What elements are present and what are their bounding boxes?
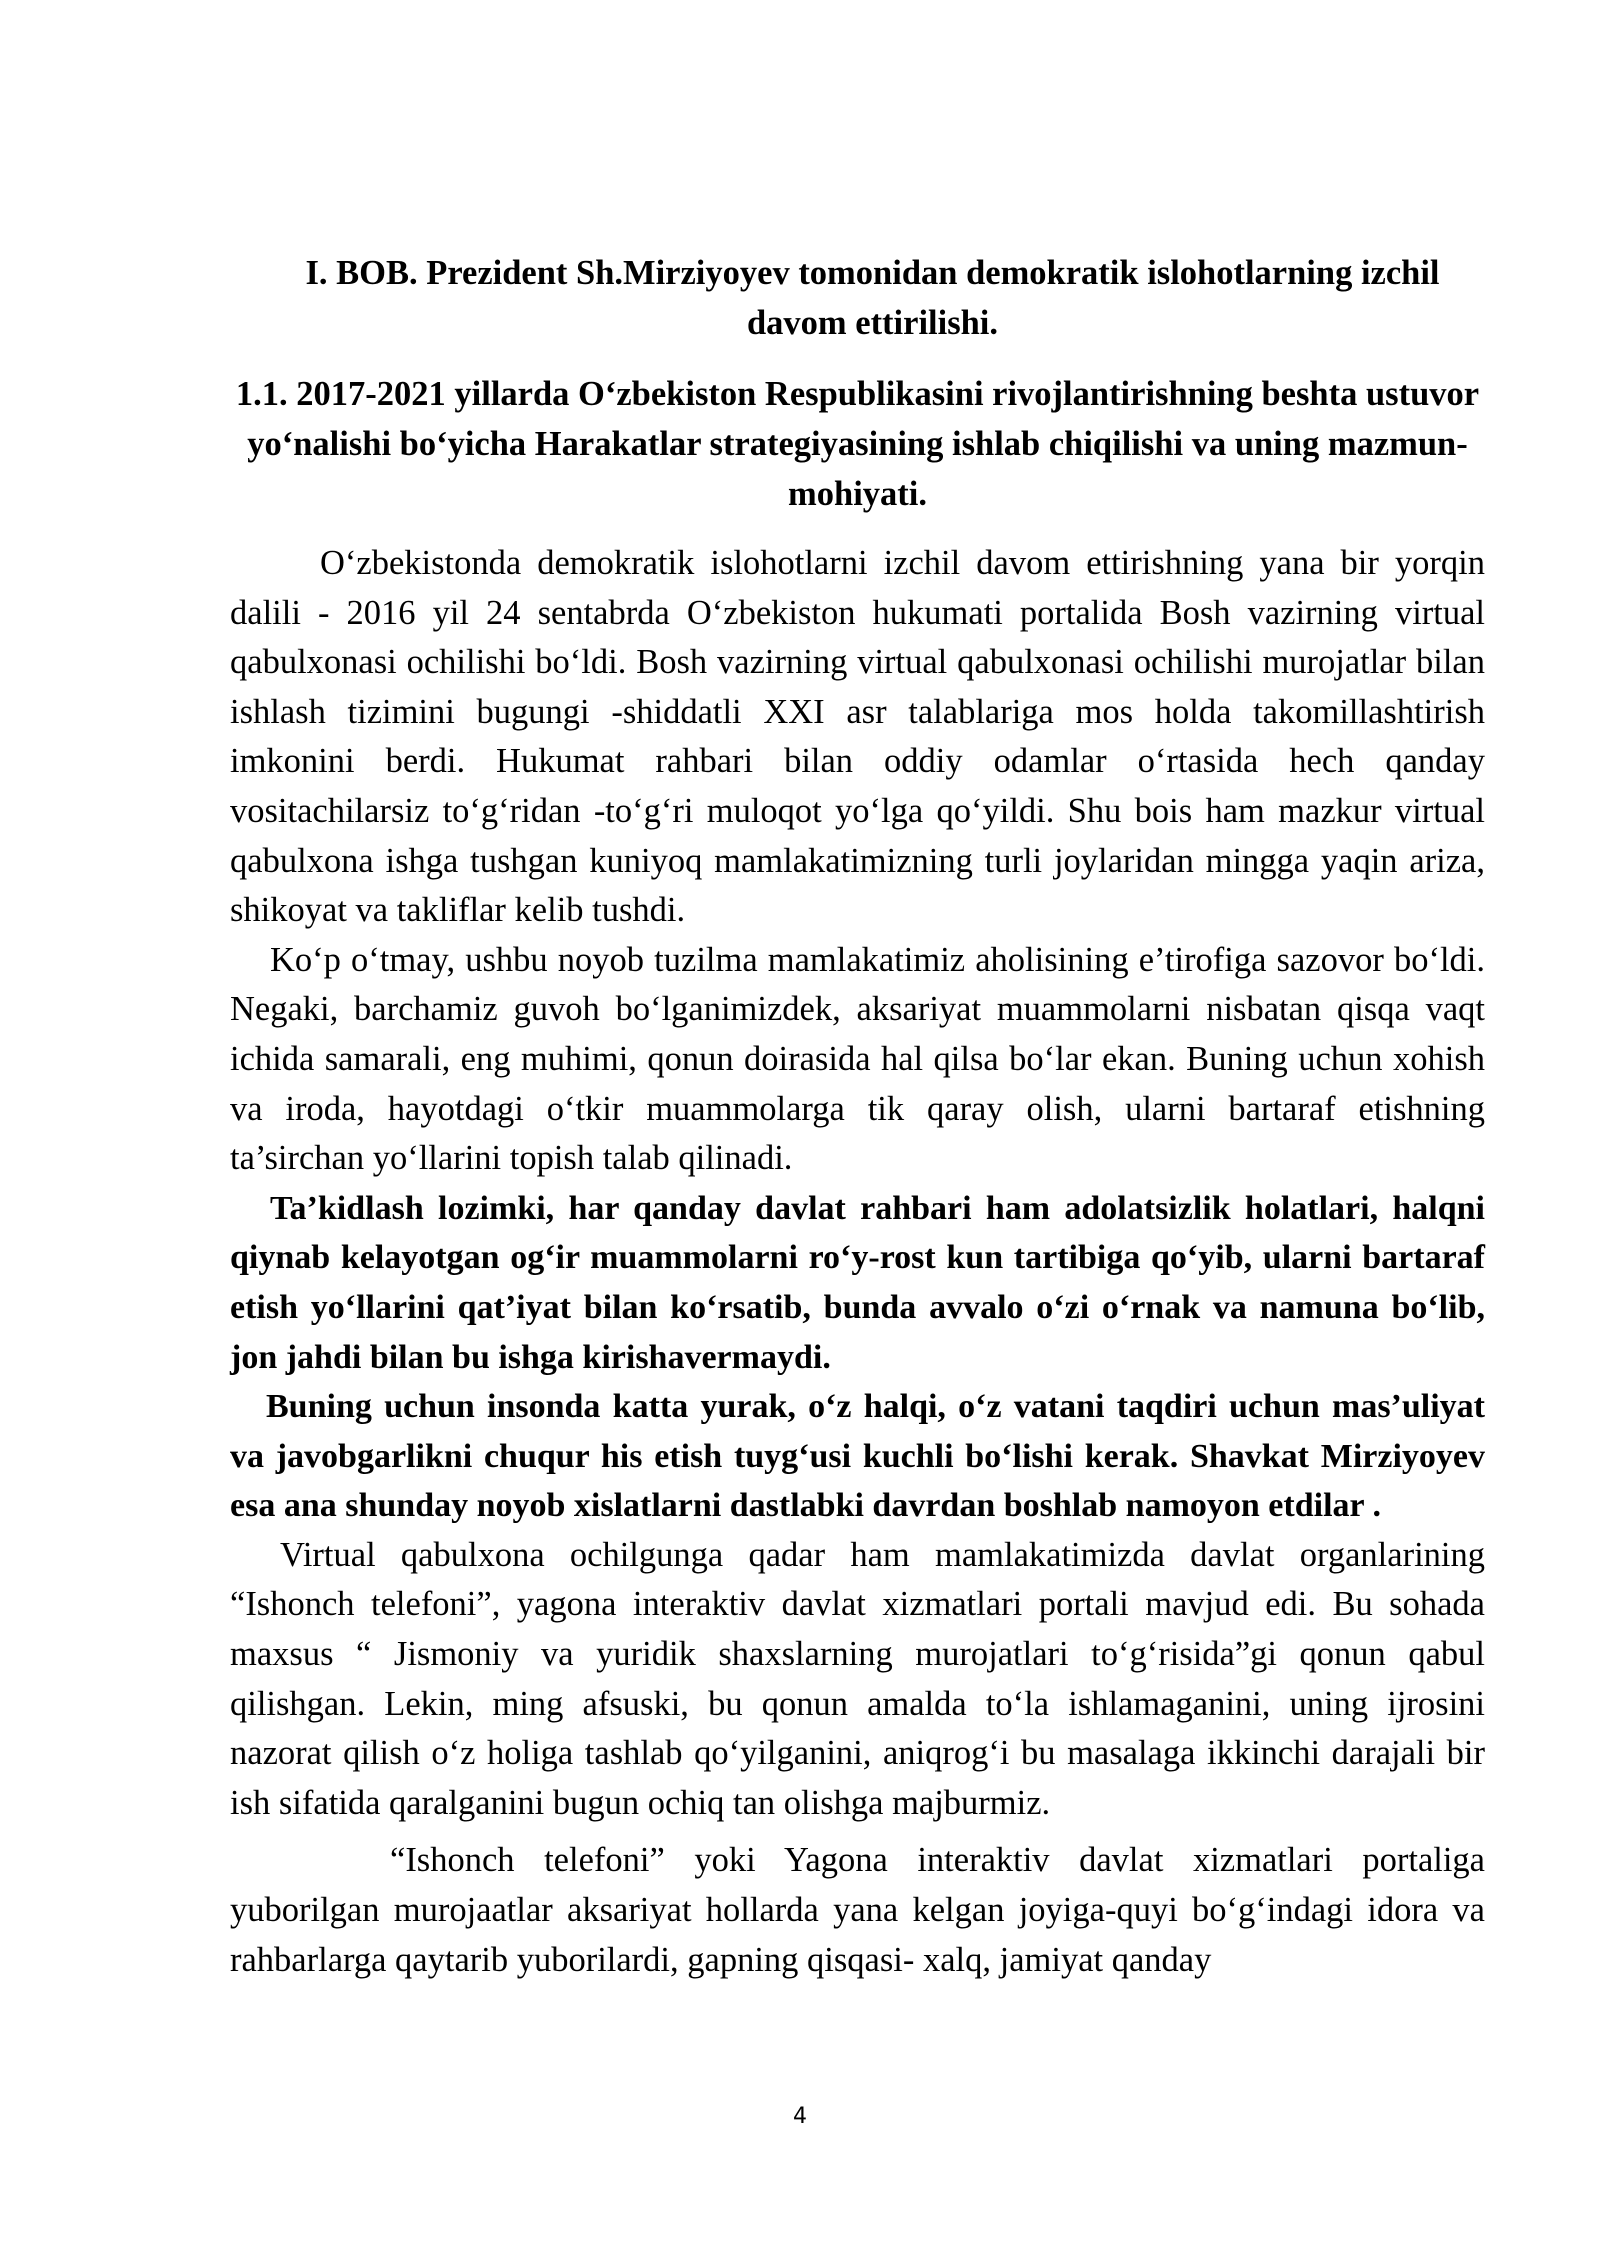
page-content xyxy=(230,248,1485,1985)
paragraph-emphasis-leaders: Ta’kidlash lozimki, har qanday davlat rahbari ham adolatsizlik holatlari, halqni qiynab kelayotgan og‘ir muammolarni ro‘y-rost kun tartibiga qo‘yib, ularni bartaraf etish yo‘llarini qat’iyat bilan ko‘rsatib, bunda avvalo o‘zi o‘rnak va namuna bo‘lib, jon jahdi bilan bu ishga kirishavermaydi. xyxy=(230,1189,1485,1376)
paragraph-recognition: Ko‘p o‘tmay, ushbu noyob tuzilma mamlakatimiz aholisining e’tirofiga sazovor bo‘ldi. Negaki, barchamiz guvoh bo‘lganimizdek, aksariyat muammolarni nisbatan qisqa vaqt ichida samarali, eng muhimi, qonun doirasida hal qilsa bo‘lar ekan. Buning uchun xohish va iroda, hayotdagi o‘tkir muammolarga tik qaray olish, ularni bartaraf etishning ta’sirchan yo‘llarini topish talab qilinadi. xyxy=(230,940,1485,1178)
paragraph-hotline-requests: “Ishonch telefoni” yoki Yagona interaktiv davlat xizmatlari portaliga yuborilgan murojaatlar aksariyat hollarda yana kelgan joyiga-quyi bo‘g‘indagi idora va rahbarlarga qaytarib yuborilardi, gapning qisqasi- xalq, jamiyat qanday xyxy=(230,1841,1485,1979)
paragraph-emphasis-responsibility: Buning uchun insonda katta yurak, o‘z halqi, o‘z vatani taqdiri uchun mas’uliyat va javobgarlikni chuqur his etish tuyg‘usi kuchli bo‘lishi kerak. Shavkat Mirziyoyev esa ana shunday noyob xislatlarni dastlabki davrdan boshlab namoyon etdilar . xyxy=(230,1388,1485,1525)
chapter-heading: I. BOB. Prezident Sh.Mirziyoyev tomonidan demokratik islohotlarning izchil davom ettirilishi. xyxy=(305,254,1440,342)
section-heading: 1.1. 2017-2021 yillarda O‘zbekiston Respublikasini rivojlantirishning beshta ustuvor yo‘nalishi bo‘yicha Harakatlar strategiyasining ishlab chiqilishi va uning mazmun-mohiyati. xyxy=(235,375,1480,513)
page-number: 4 xyxy=(793,2104,807,2129)
paragraph-hotline-history: Virtual qabulxona ochilgunga qadar ham mamlakatimizda davlat organlarining “Ishonch telefoni”, yagona interaktiv davlat xizmatlari portali mavjud edi. Bu sohada maxsus “ Jismoniy va yuridik shaxslarning murojatlari to‘g‘risida”gi qonun qabul qilishgan. Lekin, ming afsuski, bu qonun amalda to‘la ishlamaganini, uning ijrosini nazorat qilish o‘z holiga tashlab qo‘yilganini, aniqrog‘i bu masalaga ikkinchi darajali bir ish sifatida qaralganini bugun ochiq tan olishga majburmiz. xyxy=(230,1535,1485,1822)
paragraph-virtual-reception: O‘zbekistonda demokratik islohotlarni izchil davom ettirishning yana bir yorqin dalili - 2016 yil 24 sentabrda O‘zbekiston hukumati portalida Bosh vazirning virtual qabulxonasi ochilishi bo‘ldi. Bosh vazirning virtual qabulxonasi ochilishi murojatlar bilan ishlash tizimini bugungi -shiddatli XXI asr talablariga mos holda takomillashtirish imkonini berdi. Hukumat rahbari bilan oddiy odamlar o‘rtasida hech qanday vositachilarsiz to‘g‘ridan -to‘g‘ri muloqot yo‘lga qo‘yildi. Shu bois ham mazkur virtual qabulxona ishga tushgan kuniyoq mamlakatimizning turli joylaridan mingga yaqin ariza, shikoyat va takliflar kelib tushdi. xyxy=(230,544,1485,930)
